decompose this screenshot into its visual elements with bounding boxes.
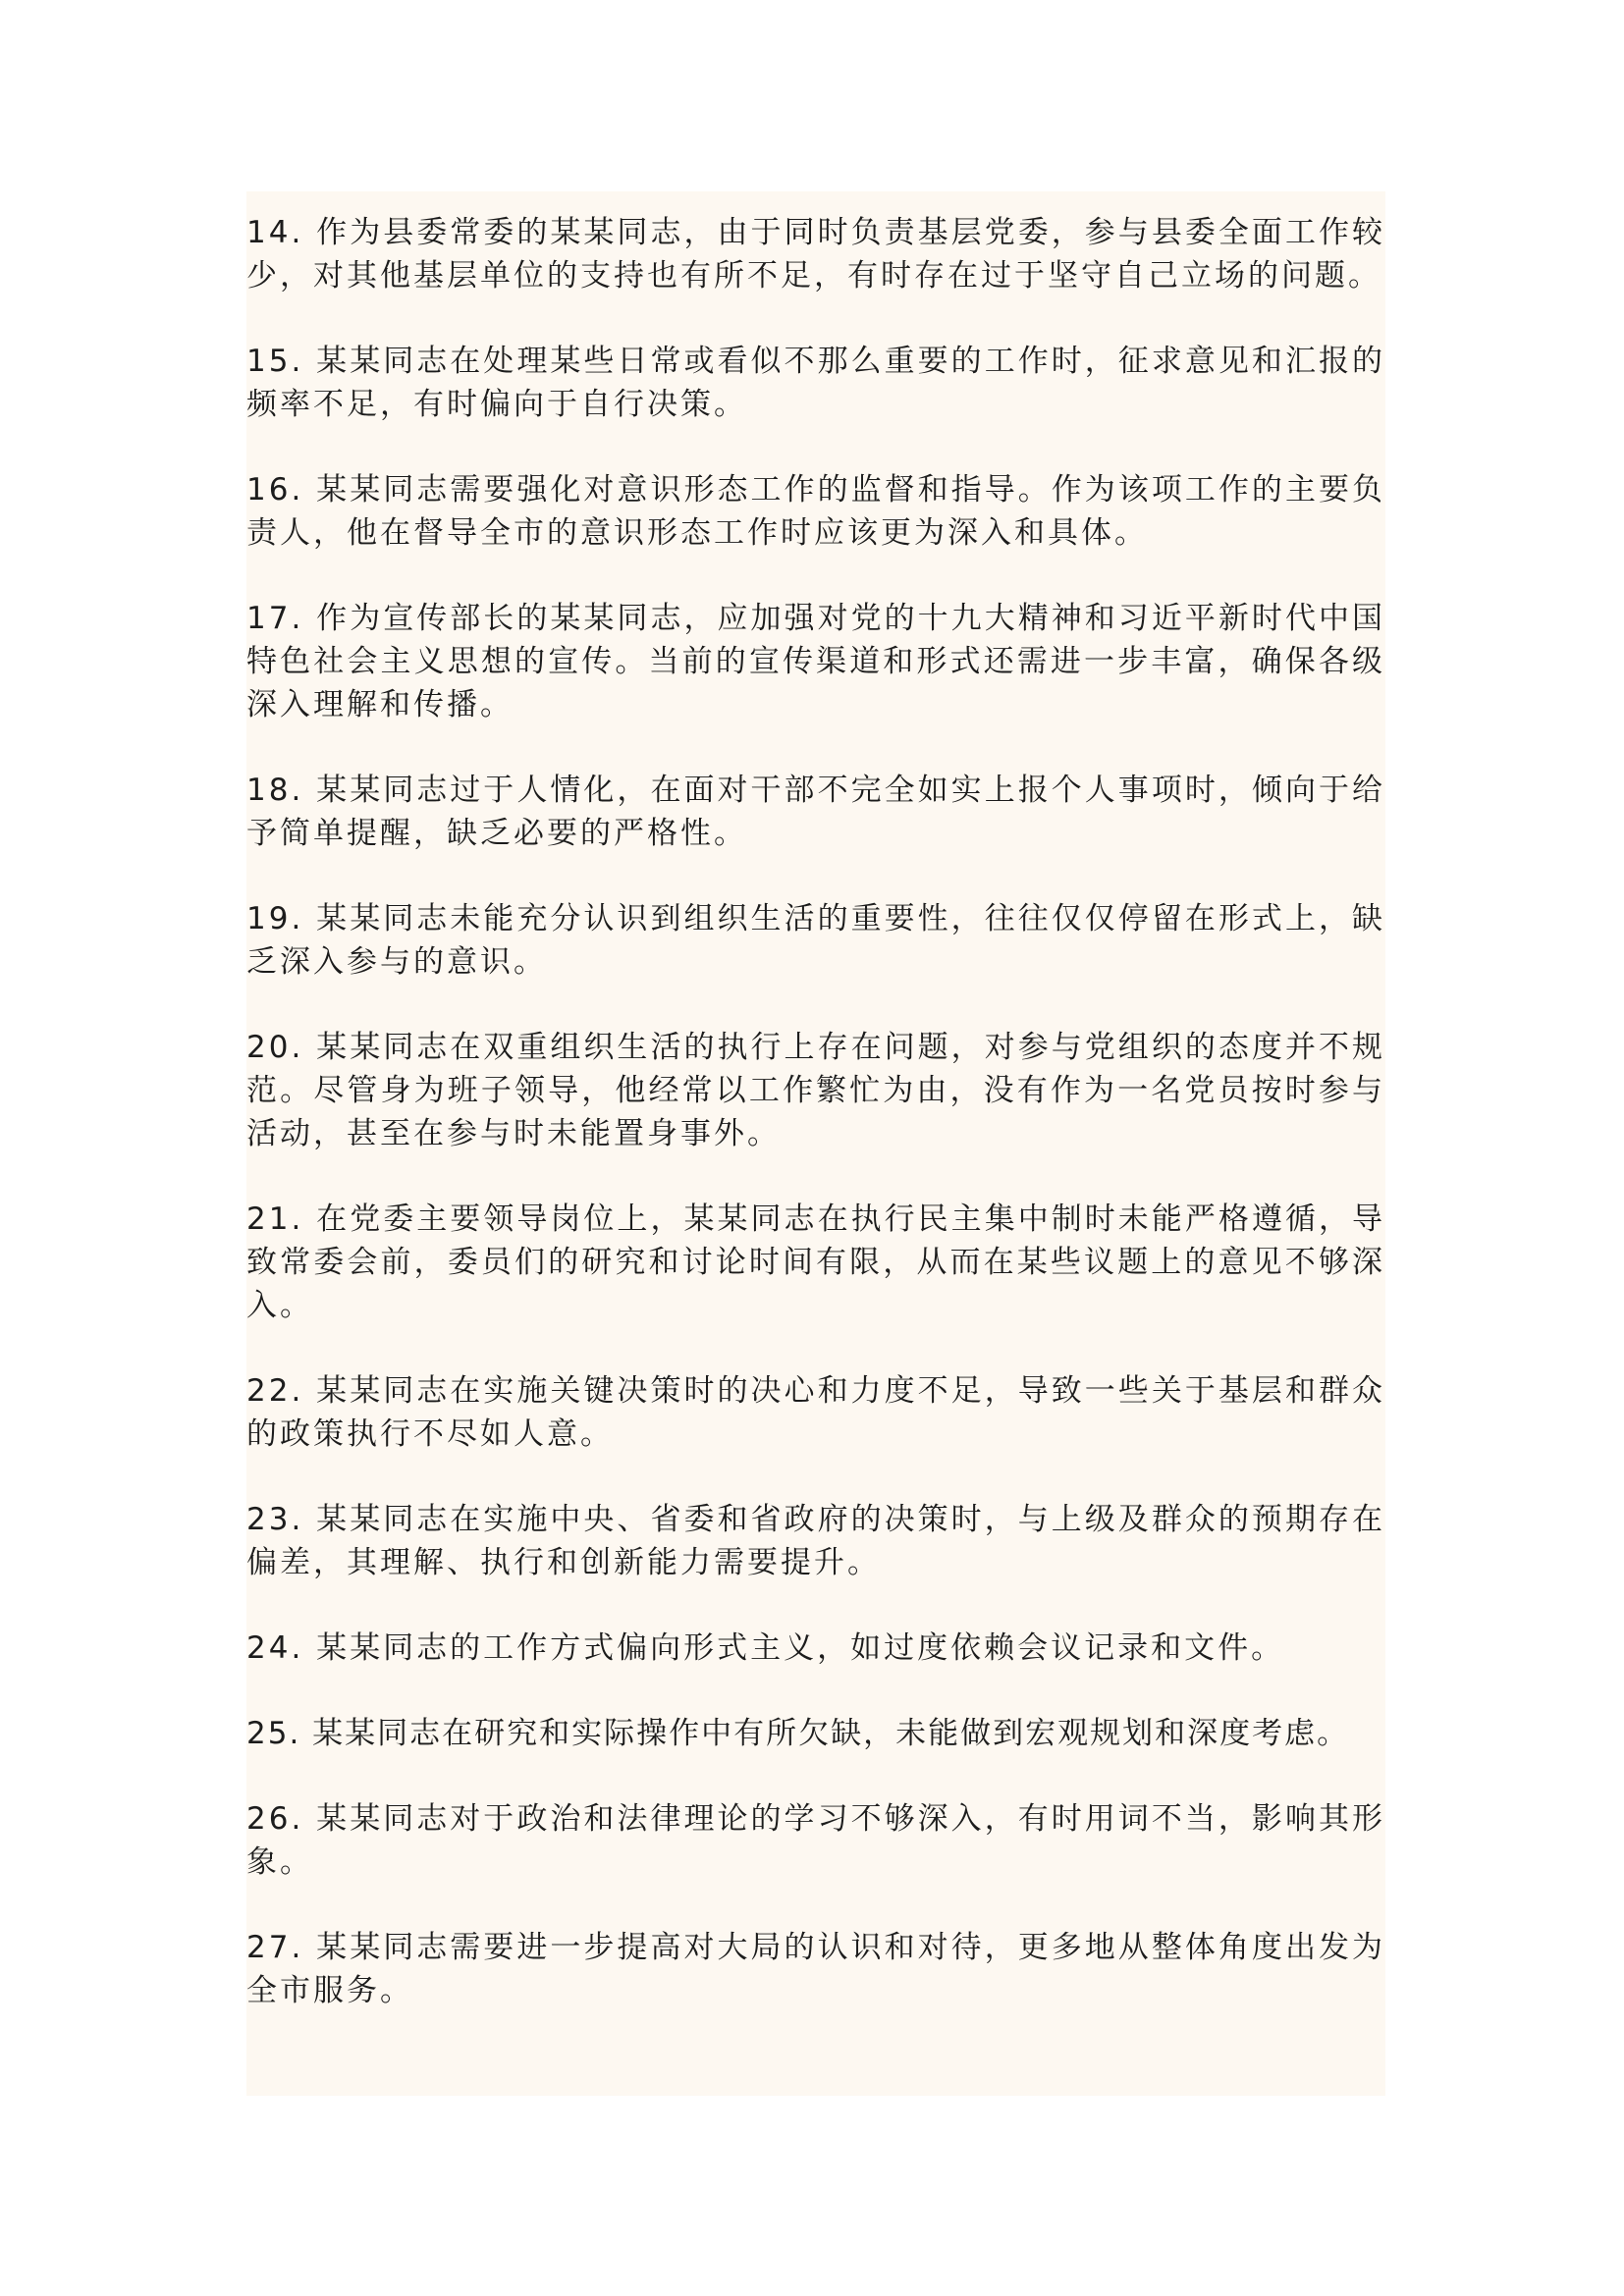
list-item-27: 27. 某某同志需要进一步提高对大局的认识和对待，更多地从整体角度出发为全市服务。 [246, 1930, 1385, 2008]
list-item-14: 14. 作为县委常委的某某同志，由于同时负责基层党委，参与县委全面工作较少，对其他基层单位的支持也有所不足，有时存在过于坚守自己立场的问题。 [246, 215, 1385, 294]
list-item-21: 21. 在党委主要领导岗位上，某某同志在执行民主集中制时未能严格遵循，导致常委会前，委员们的研究和讨论时间有限，从而在某些议题上的意见不够深入。 [246, 1201, 1385, 1323]
list-item-18: 18. 某某同志过于人情化，在面对干部不完全如实上报个人事项时，倾向于给予简单提醒，缺乏必要的严格性。 [246, 773, 1385, 851]
list-item-22: 22. 某某同志在实施关键决策时的决心和力度不足，导致一些关于基层和群众的政策执行不尽如人意。 [246, 1373, 1385, 1452]
list-item-23: 23. 某某同志在实施中央、省委和省政府的决策时，与上级及群众的预期存在偏差，其理解、执行和创新能力需要提升。 [246, 1502, 1385, 1580]
list-item-15: 15. 某某同志在处理某些日常或看似不那么重要的工作时，征求意见和汇报的频率不足，有时偏向于自行决策。 [246, 344, 1385, 422]
list-item-19: 19. 某某同志未能充分认识到组织生活的重要性，往往仅仅停留在形式上，缺乏深入参与的意识。 [246, 901, 1385, 980]
list-item-25: 25. 某某同志在研究和实际操作中有所欠缺，未能做到宏观规划和深度考虑。 [246, 1716, 1350, 1751]
list-item-26: 26. 某某同志对于政治和法律理论的学习不够深入，有时用词不当，影响其形象。 [246, 1801, 1385, 1880]
list-item-20: 20. 某某同志在双重组织生活的执行上存在问题，对参与党组织的态度并不规范。尽管身为班子领导，他经常以工作繁忙为由，没有作为一名党员按时参与活动，甚至在参与时未能置身事外。 [246, 1030, 1385, 1151]
list-item-16: 16. 某某同志需要强化对意识形态工作的监督和指导。作为该项工作的主要负责人，他在督导全市的意识形态工作时应该更为深入和具体。 [246, 472, 1385, 551]
list-item-17: 17. 作为宣传部长的某某同志，应加强对党的十九大精神和习近平新时代中国特色社会主义思想的宣传。当前的宣传渠道和形式还需进一步丰富，确保各级深入理解和传播。 [246, 601, 1385, 722]
list-item-24: 24. 某某同志的工作方式偏向形式主义，如过度依赖会议记录和文件。 [246, 1630, 1285, 1666]
document-body [246, 191, 1385, 2096]
